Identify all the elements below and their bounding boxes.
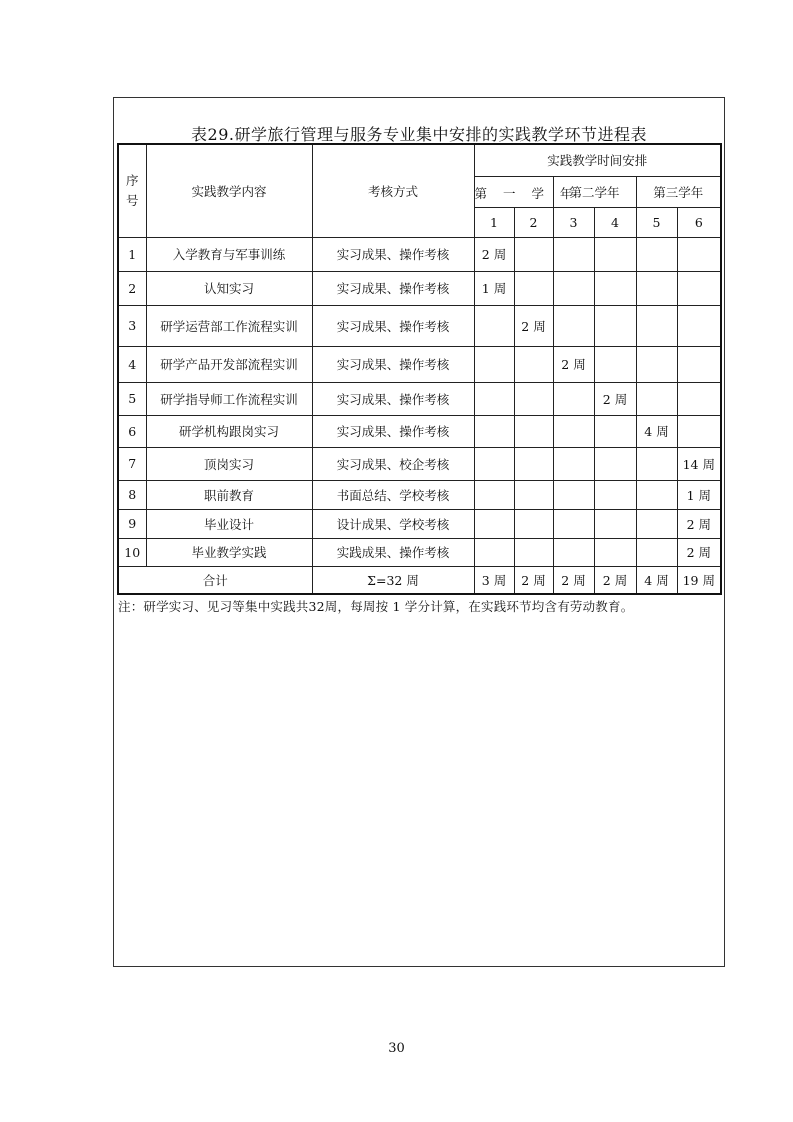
cell-semester-3 [553,382,594,415]
header-year-2: 第二学年 [553,176,636,207]
table-row [118,382,721,415]
cell-method: 实习成果、操作考核 [312,415,474,447]
cell-semester-2 [514,509,553,538]
table-row [118,538,721,566]
cell-method: 实习成果、操作考核 [312,346,474,382]
cell-content: 入学教育与军事训练 [146,237,312,271]
cell-content: 研学指导师工作流程实训 [146,382,312,415]
cell-semester-1 [474,382,514,415]
cell-method: 书面总结、学校考核 [312,480,474,509]
cell-semester-2 [514,447,553,480]
cell-semester-6: 1 周 [677,480,721,509]
cell-method: 设计成果、学校考核 [312,509,474,538]
table-row [118,305,721,346]
cell-semester-5 [636,305,677,346]
header-semester-1: 1 [474,207,514,237]
total-label: 合计 [118,566,312,594]
cell-method: 实习成果、操作考核 [312,382,474,415]
cell-semester-6 [677,415,721,447]
table-row [118,509,721,538]
cell-semester-5 [636,509,677,538]
table-row [118,271,721,305]
header-semester-5: 5 [636,207,677,237]
header-year-1: 第 一 学 年 [474,176,553,207]
header-semester-3: 3 [553,207,594,237]
cell-semester-6 [677,346,721,382]
cell-semester-1 [474,509,514,538]
cell-semester-4 [594,415,636,447]
cell-semester-3 [553,415,594,447]
header-seq: 序 号 [118,144,146,237]
header-method: 考核方式 [312,144,474,237]
table-row [118,480,721,509]
cell-semester-5 [636,480,677,509]
cell-semester-4: 2 周 [594,382,636,415]
cell-content: 研学运营部工作流程实训 [146,305,312,346]
cell-semester-5 [636,538,677,566]
cell-semester-2 [514,538,553,566]
cell-semester-3 [553,538,594,566]
cell-semester-2 [514,346,553,382]
cell-semester-1 [474,447,514,480]
table-note: 注：研学实习、见习等集中实践共32周，每周按 1 学分计算，在实践环节均含有劳动教育。 [118,599,634,614]
cell-seq: 3 [118,305,146,346]
cell-semester-2 [514,382,553,415]
cell-semester-4 [594,538,636,566]
cell-semester-3 [553,237,594,271]
cell-semester-1 [474,415,514,447]
total-semester-4: 2 周 [594,566,636,594]
total-semester-2: 2 周 [514,566,553,594]
header-content: 实践教学内容 [146,144,312,237]
cell-semester-5 [636,346,677,382]
cell-method: 实习成果、操作考核 [312,237,474,271]
cell-seq: 8 [118,480,146,509]
cell-semester-6 [677,237,721,271]
cell-semester-6 [677,271,721,305]
cell-semester-1: 1 周 [474,271,514,305]
cell-semester-2 [514,415,553,447]
cell-semester-1 [474,346,514,382]
cell-semester-4 [594,447,636,480]
header-semester-2: 2 [514,207,553,237]
cell-semester-4 [594,271,636,305]
cell-semester-1 [474,538,514,566]
cell-content: 研学机构跟岗实习 [146,415,312,447]
cell-semester-6 [677,305,721,346]
cell-semester-3 [553,271,594,305]
cell-semester-6 [677,382,721,415]
cell-content: 毕业教学实践 [146,538,312,566]
cell-content: 认知实习 [146,271,312,305]
cell-seq: 7 [118,447,146,480]
cell-semester-4 [594,305,636,346]
total-sum: Σ=32 周 [312,566,474,594]
cell-semester-2 [514,480,553,509]
table-row [118,415,721,447]
cell-method: 实习成果、校企考核 [312,447,474,480]
cell-seq: 9 [118,509,146,538]
table-row [118,346,721,382]
cell-method: 实习成果、操作考核 [312,305,474,346]
practice-schedule-table [117,143,722,595]
cell-semester-4 [594,346,636,382]
cell-seq: 6 [118,415,146,447]
cell-semester-6: 2 周 [677,509,721,538]
cell-semester-1 [474,305,514,346]
table-row [118,447,721,480]
cell-semester-6: 14 周 [677,447,721,480]
cell-semester-3 [553,509,594,538]
cell-method: 实习成果、操作考核 [312,271,474,305]
table-title: 表29.研学旅行管理与服务专业集中安排的实践教学环节进程表 [191,125,647,144]
total-row [118,566,721,594]
header-semester-6: 6 [677,207,721,237]
cell-semester-1: 2 周 [474,237,514,271]
cell-semester-5 [636,382,677,415]
cell-semester-3 [553,447,594,480]
cell-semester-3 [553,305,594,346]
cell-semester-2: 2 周 [514,305,553,346]
total-semester-3: 2 周 [553,566,594,594]
total-semester-1: 3 周 [474,566,514,594]
header-semester-4: 4 [594,207,636,237]
cell-content: 毕业设计 [146,509,312,538]
cell-method: 实践成果、操作考核 [312,538,474,566]
cell-content: 顶岗实习 [146,447,312,480]
cell-seq: 5 [118,382,146,415]
cell-semester-5: 4 周 [636,415,677,447]
cell-semester-2 [514,237,553,271]
cell-semester-4 [594,509,636,538]
table-row [118,237,721,271]
cell-semester-4 [594,237,636,271]
cell-seq: 2 [118,271,146,305]
header-year-3: 第三学年 [636,176,721,207]
cell-content: 职前教育 [146,480,312,509]
cell-semester-5 [636,271,677,305]
cell-seq: 10 [118,538,146,566]
header-time: 实践教学时间安排 [474,144,721,176]
cell-semester-5 [636,237,677,271]
total-semester-6: 19 周 [677,566,721,594]
cell-semester-1 [474,480,514,509]
cell-seq: 4 [118,346,146,382]
cell-semester-5 [636,447,677,480]
cell-content: 研学产品开发部流程实训 [146,346,312,382]
cell-semester-6: 2 周 [677,538,721,566]
total-semester-5: 4 周 [636,566,677,594]
cell-seq: 1 [118,237,146,271]
cell-semester-3: 2 周 [553,346,594,382]
cell-semester-2 [514,271,553,305]
page-number: 30 [388,1041,405,1056]
cell-semester-3 [553,480,594,509]
cell-semester-4 [594,480,636,509]
